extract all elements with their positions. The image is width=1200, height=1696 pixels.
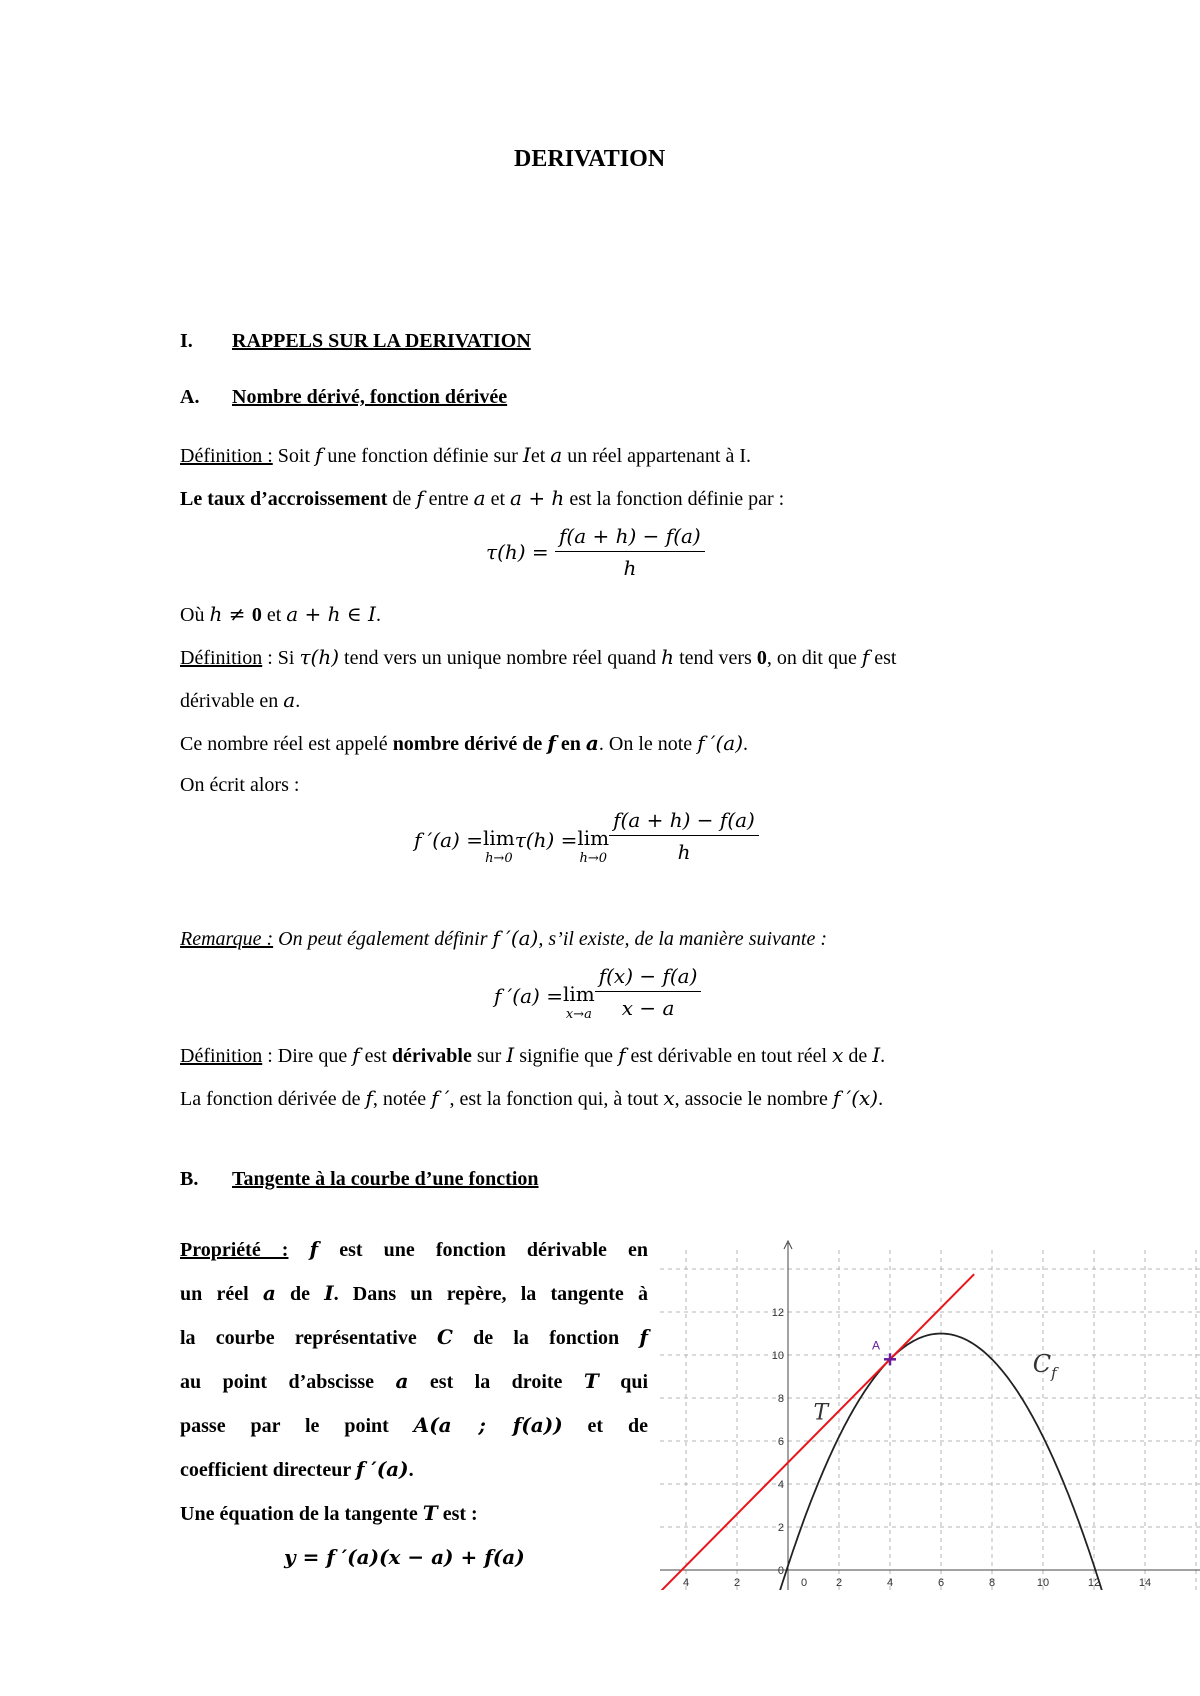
y-tick-label: 8 — [777, 1393, 784, 1405]
definition-3: Définition : Dire que f est dérivable sur I signifie que f est dérivable en tout réel x de I. — [180, 1043, 886, 1067]
fonction-derivee-line: La fonction dérivée de f, notée f ′, est la fonction qui, à tout x, associe le nombre f ′(x). — [180, 1086, 884, 1110]
point-a-label: A — [872, 1338, 881, 1353]
x-tick-label: 14 — [1138, 1577, 1152, 1589]
tangent-equation: y = f ′(a)(x − a) + f(a) — [284, 1545, 525, 1569]
x-tick-label: 8 — [988, 1577, 996, 1589]
x-tick-label: 4 — [682, 1577, 690, 1589]
condition-line: Où h ≠ 0 et a + h ∈ I. — [180, 602, 381, 626]
graph-grid — [660, 1250, 1200, 1590]
curve-label: $C_f$ — [1032, 1350, 1057, 1383]
y-tick-label: 12 — [771, 1307, 784, 1319]
formula-limit: f ′(a) =lim h→0 τ(h) =lim h→0 $\frac{f(a + h) - f(a)}{h}$ — [414, 808, 759, 865]
graph-axes — [660, 1241, 1200, 1590]
definition-2: Définition : Si τ(h) tend vers un unique nombre réel quand h tend vers 0, on dit que f est — [180, 645, 897, 669]
section-number: I. — [180, 330, 193, 352]
definition-2-cont: dérivable en a. — [180, 688, 301, 712]
x-tick-label: 6 — [937, 1577, 945, 1589]
y-tick-label: 6 — [777, 1436, 784, 1448]
propriete-block: Propriété : f est une fonction dérivable en un réel a de I. Dans un repère, la tangente à la courbe représentative C de la fonction f au point d’abscisse a est la droite T qui passe par le point A(a ; f(a)) et de coefficient directeur f ′(a). Une équation de la tangente T est : y = f ′(a)(x − a) + f(a) — [180, 1237, 649, 1569]
tangent-line — [661, 1274, 975, 1590]
x-tick-label: 2 — [835, 1577, 843, 1589]
page-title: DERIVATION — [514, 146, 666, 172]
ecrit-line: On écrit alors : — [180, 774, 300, 796]
x-tick-label: 10 — [1036, 1577, 1050, 1589]
subsection-title: Nombre dérivé, fonction dérivée — [232, 386, 508, 408]
tangent-label: T — [813, 1400, 829, 1426]
subsection-letter: A. — [180, 386, 200, 408]
x-tick-label: 12 — [1087, 1577, 1101, 1589]
subsection-title-b: Tangente à la courbe d’une fonction — [232, 1168, 539, 1190]
taux-sentence: Le taux d’accroissement de f entre a et a + h est la fonction définie par : — [180, 486, 785, 510]
nombre-derive-line: Ce nombre réel est appelé nombre dérivé de f en a. On le note f ′(a). — [180, 731, 749, 755]
x-tick-label: 2 — [733, 1577, 741, 1589]
y-tick-label: 4 — [777, 1479, 784, 1491]
definition-label: Définition : — [180, 445, 273, 467]
tangent-graph — [660, 1235, 1200, 1590]
y-tick-label: 10 — [771, 1350, 784, 1362]
y-tick-label: 0 — [777, 1565, 784, 1577]
definition-1: Définition : Soit f une fonction définie sur Iet a un réel appartenant à I. — [180, 443, 751, 467]
formula-limit-alt: f ′(a) =lim x→a $\frac{f(x) - f(a)}{x - a}$ — [494, 964, 701, 1021]
remarque: Remarque : On peut également définir f ′(a), s’il existe, de la manière suivante : — [180, 926, 827, 950]
x-tick-label: 0 — [800, 1577, 808, 1589]
y-tick-label: 2 — [777, 1522, 784, 1534]
subsection-letter-b: B. — [180, 1168, 199, 1190]
section-title: RAPPELS SUR LA DERIVATION — [232, 330, 531, 352]
formula-taux: τ(h) = $\frac{f(a + h) - f(a)}{h}$ — [486, 524, 705, 580]
x-tick-label: 4 — [886, 1577, 894, 1589]
